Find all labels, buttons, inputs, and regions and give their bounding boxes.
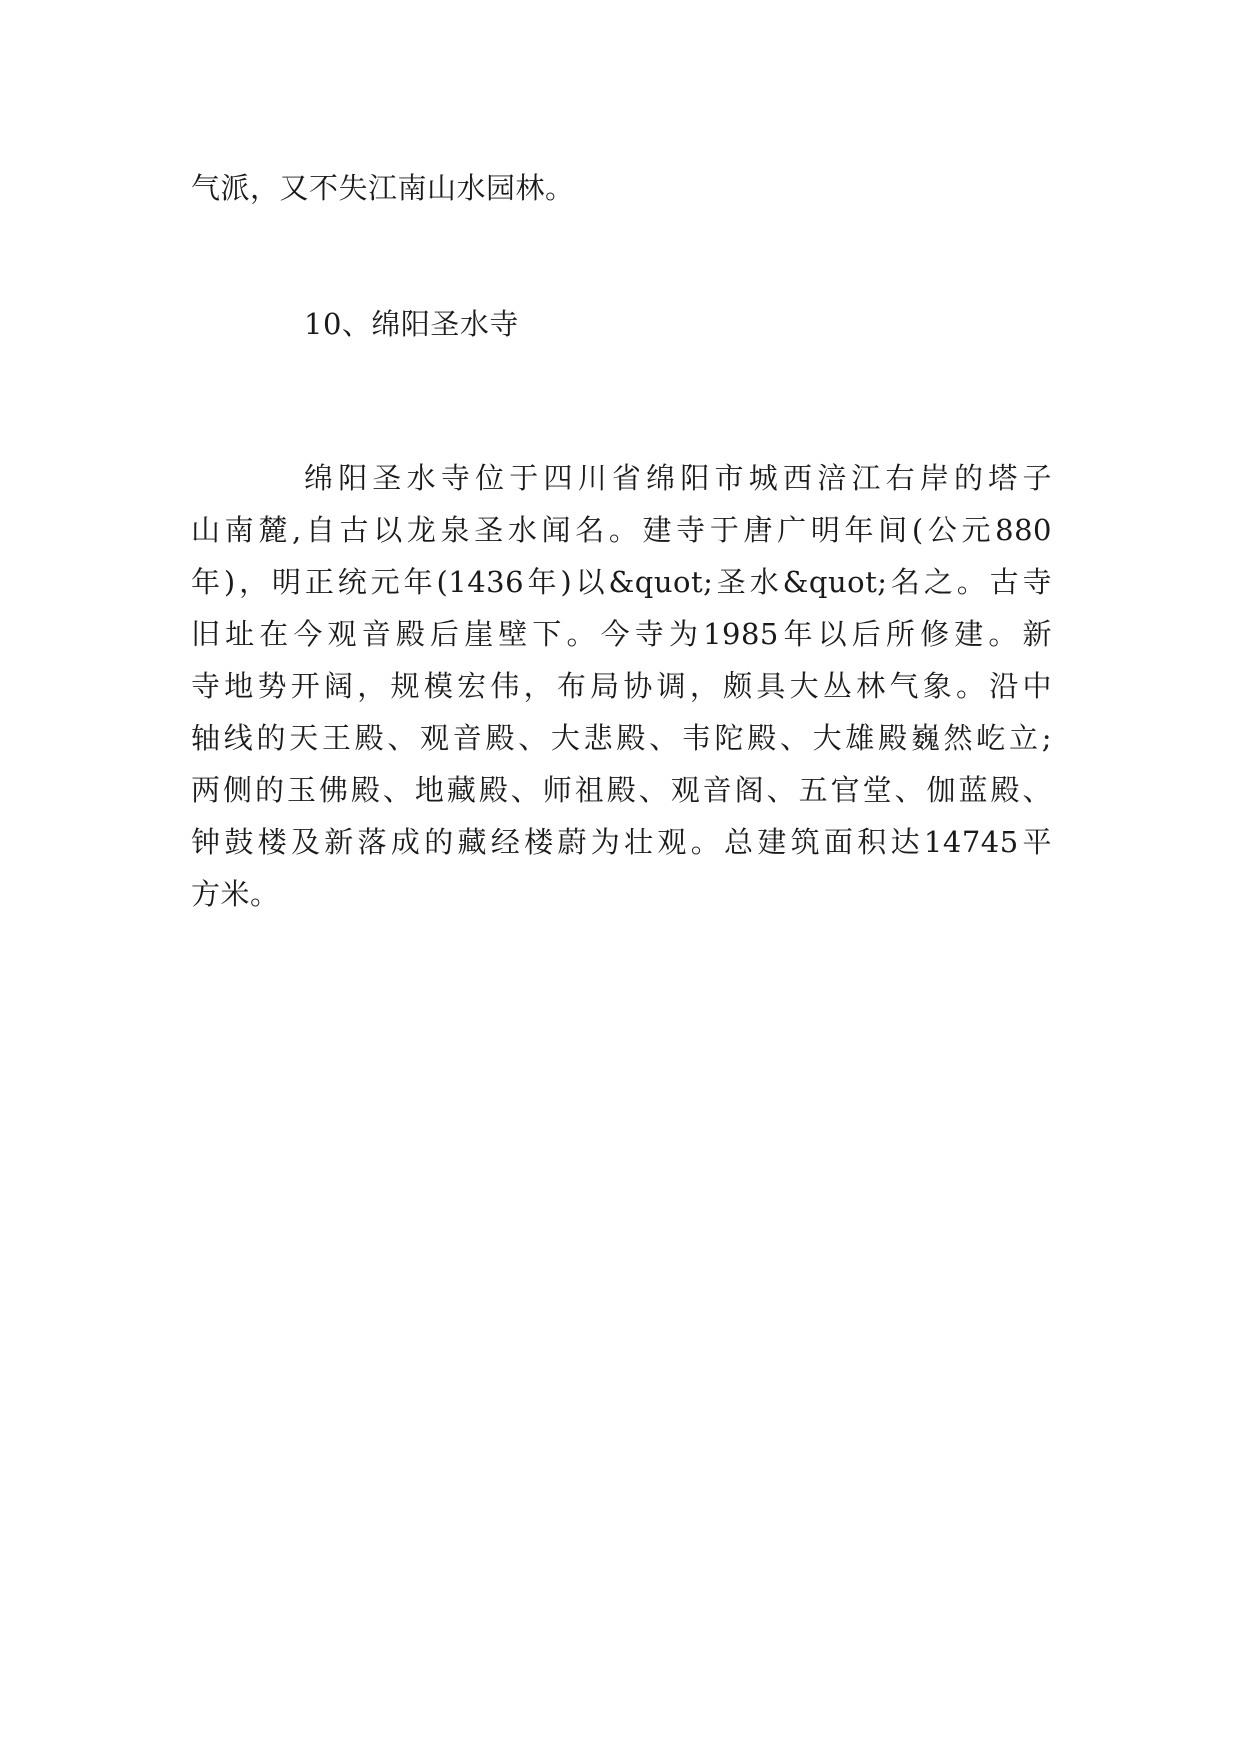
carryover-text-line: 气派，又不失江南山水园林。: [191, 171, 575, 205]
paragraph-line: 方米。: [191, 877, 280, 911]
section-heading: 10、绵阳圣水寺: [304, 307, 519, 341]
paragraph-line: 轴线的天王殿、观音殿、大悲殿、韦陀殿、大雄殿巍然屹立;: [191, 721, 1052, 755]
paragraph-line: 年)，明正统元年(1436年)以&quot;圣水&quot;名之。古寺: [191, 565, 1052, 599]
paragraph-line: 绵阳圣水寺位于四川省绵阳市城西涪江右岸的塔子: [304, 461, 1052, 495]
paragraph-line: 两侧的玉佛殿、地藏殿、师祖殿、观音阁、五官堂、伽蓝殿、: [191, 773, 1052, 807]
paragraph-line: 旧址在今观音殿后崖壁下。今寺为1985年以后所修建。新: [191, 617, 1052, 651]
paragraph-line: 山南麓,自古以龙泉圣水闻名。建寺于唐广明年间(公元880: [191, 513, 1052, 547]
paragraph-line: 寺地势开阔，规模宏伟，布局协调，颇具大丛林气象。沿中: [191, 669, 1052, 703]
paragraph-line: 钟鼓楼及新落成的藏经楼蔚为壮观。总建筑面积达14745平: [191, 825, 1052, 859]
